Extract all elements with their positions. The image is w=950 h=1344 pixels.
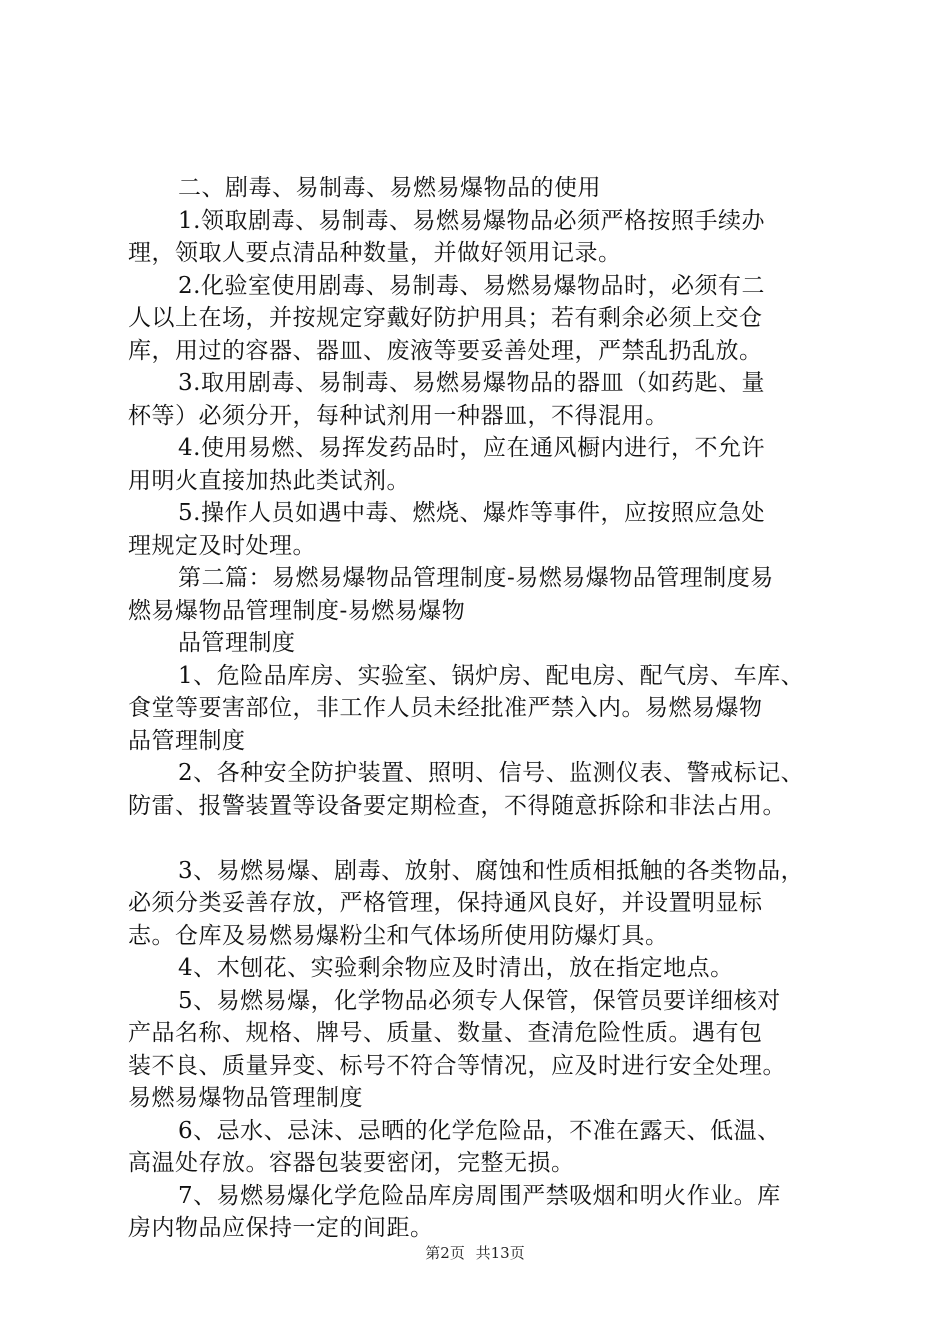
page-footer <box>0 1242 950 1263</box>
text-line: 2.化验室使用剧毒、易制毒、易燃易爆物品时，必须有二 <box>178 272 765 299</box>
text-line: 7、易燃易爆化学危险品库房周围严禁吸烟和明火作业。库 <box>178 1182 781 1209</box>
text-line: 防雷、报警装置等设备要定期检查，不得随意拆除和非法占用。 <box>128 792 786 819</box>
text-line: 产品名称、规格、牌号、质量、数量、查清危险性质。遇有包 <box>128 1020 763 1046</box>
page-total: 共13页 <box>475 1244 525 1262</box>
text-line: 5.操作人员如遇中毒、燃烧、爆炸等事件，应按照应急处 <box>178 500 765 526</box>
page-number: 第2页 <box>425 1244 465 1262</box>
text-line: 2、各种安全防护装置、照明、信号、监测仪表、警戒标记、 <box>178 760 805 786</box>
text-line: 第二篇：易燃易爆物品管理制度-易燃易爆物品管理制度易 <box>178 565 774 591</box>
text-line: 3、易燃易爆、剧毒、放射、腐蚀和性质相抵触的各类物品， <box>178 857 805 884</box>
text-line: 高温处存放。容器包装要密闭，完整无损。 <box>128 1150 575 1176</box>
text-line: 5、易燃易爆，化学物品必须专人保管，保管员要详细核对 <box>178 987 781 1014</box>
text-line: 食堂等要害部位，非工作人员未经批准严禁入内。易燃易爆物 <box>128 695 763 721</box>
text-line: 1.领取剧毒、易制毒、易燃易爆物品必须严格按照手续办 <box>178 207 765 234</box>
blank-line <box>128 822 864 855</box>
text-line: 4.使用易燃、易挥发药品时，应在通风橱内进行，不允许 <box>178 435 765 461</box>
text-line: 品管理制度 <box>128 727 246 754</box>
text-line: 理规定及时处理。 <box>128 532 316 559</box>
text-line: 3.取用剧毒、易制毒、易燃易爆物品的器皿（如药匙、量 <box>178 370 765 396</box>
document-body <box>128 172 864 1245</box>
text-line: 品管理制度 <box>178 630 296 656</box>
text-line: 人以上在场，并按规定穿戴好防护用具；若有剩余必须上交仓 <box>128 305 763 331</box>
text-line: 4、木刨花、实验剩余物应及时清出，放在指定地点。 <box>178 955 734 981</box>
text-line: 房内物品应保持一定的间距。 <box>128 1215 434 1241</box>
text-line: 1、危险品库房、实验室、锅炉房、配电房、配气房、车库、 <box>178 662 805 689</box>
text-line: 必须分类妥善存放，严格管理，保持通风良好，并设置明显标 <box>128 890 763 916</box>
text-line: 燃易爆物品管理制度-易燃易爆物 <box>128 597 466 624</box>
text-line: 6、忌水、忌沫、忌晒的化学危险品，不准在露天、低温、 <box>178 1117 781 1144</box>
text-line: 易燃易爆物品管理制度 <box>128 1085 363 1111</box>
text-line: 理，领取人要点清品种数量，并做好领用记录。 <box>128 240 622 266</box>
text-line: 装不良、质量异变、标号不符合等情况，应及时进行安全处理。 <box>128 1052 786 1079</box>
text-line: 用明火直接加热此类试剂。 <box>128 467 410 494</box>
text-line: 志。仓库及易燃易爆粉尘和气体场所使用防爆灯具。 <box>128 922 669 949</box>
text-line: 杯等）必须分开，每种试剂用一种器皿，不得混用。 <box>128 402 669 429</box>
text-line: 库，用过的容器、器皿、废液等要妥善处理，严禁乱扔乱放。 <box>128 337 763 364</box>
text-line: 二、剧毒、易制毒、易燃易爆物品的使用 <box>178 175 601 201</box>
